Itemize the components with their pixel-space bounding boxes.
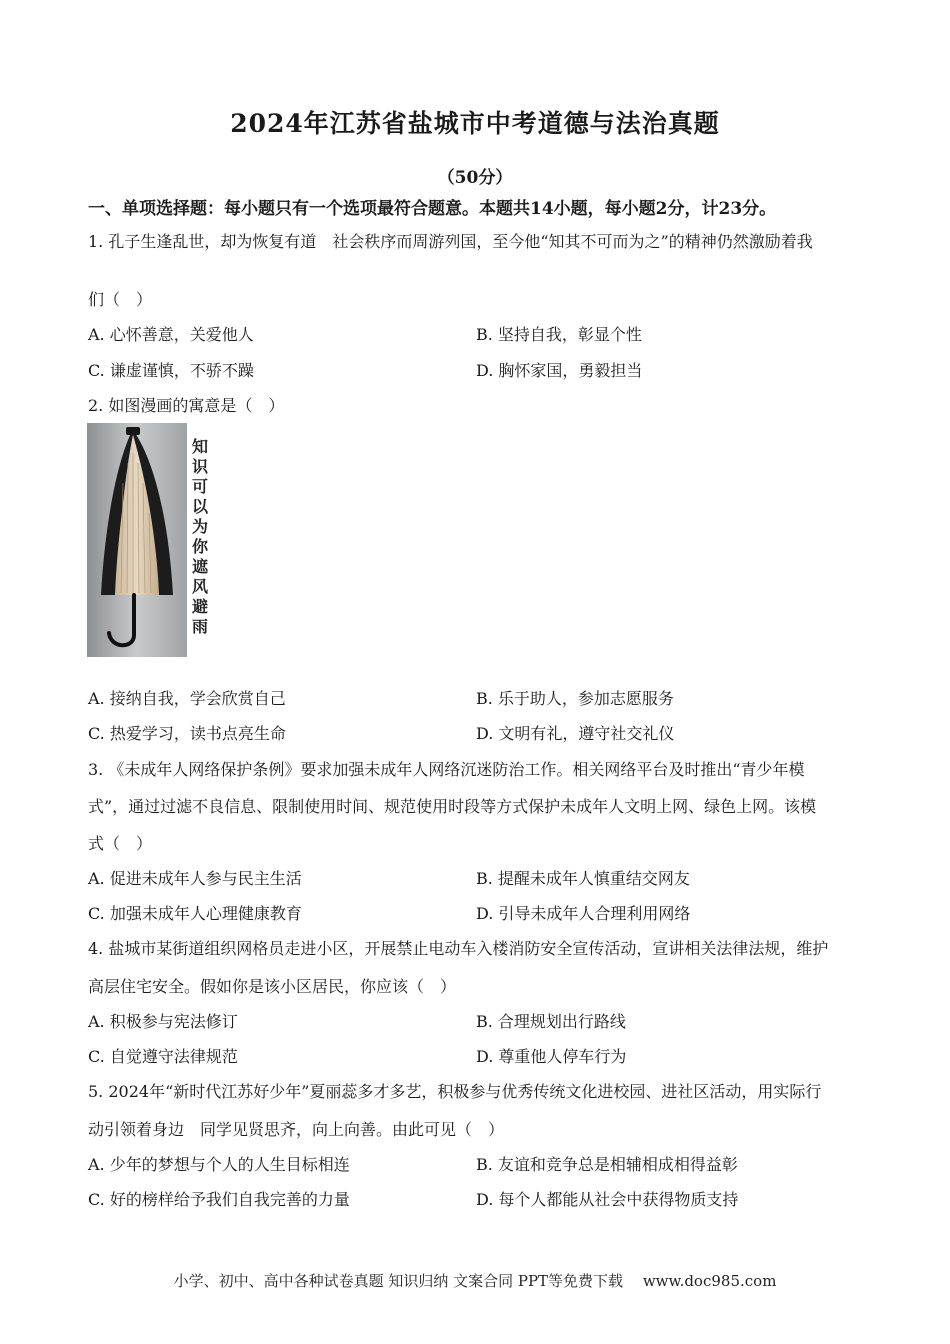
question-2-option-d: D. 文明有礼，遵守社交礼仪 bbox=[476, 724, 675, 743]
question-3-option-c: C. 加强未成年人心理健康教育 bbox=[88, 904, 302, 923]
question-2-option-b: B. 乐于助人，参加志愿服务 bbox=[476, 689, 674, 708]
question-1-option-d: D. 胸怀家国，勇毅担当 bbox=[476, 361, 643, 380]
page-title: 2024年江苏省盐城市中考道德与法治真题 bbox=[230, 109, 720, 138]
question-3-option-b: B. 提醒未成年人慎重结交网友 bbox=[476, 869, 690, 888]
question-1-option-a: A. 心怀善意，关爱他人 bbox=[88, 325, 254, 344]
question-4-option-d: D. 尊重他人停车行为 bbox=[476, 1047, 627, 1066]
section-heading: 一、单项选择题：每小题只有一个选项最符合题意。本题共14小题，每小题2分，计23分。 bbox=[88, 199, 777, 219]
question-1-stem-line-2: 们（ ） bbox=[88, 290, 153, 309]
question-1-stem-line-1: 1. 孔子生逢乱世，却为恢复有道 社会秩序而周游列国，至今他“知其不可而为之”的精神仍然激励着我 bbox=[88, 232, 813, 251]
question-5-option-c: C. 好的榜样给予我们自我完善的力量 bbox=[88, 1190, 350, 1209]
question-5-option-a: A. 少年的梦想与个人的人生目标相连 bbox=[88, 1155, 350, 1174]
question-4-option-a: A. 积极参与宪法修订 bbox=[88, 1012, 238, 1031]
question-3-option-a: A. 促进未成年人参与民主生活 bbox=[88, 869, 302, 888]
question-2-stem-line-1: 2. 如图漫画的寓意是（ ） bbox=[88, 396, 285, 415]
question-5-stem-line-1: 5. 2024年“新时代江苏好少年”夏丽蕊多才多艺，积极参与优秀传统文化进校园、进社区活动，用实际行 bbox=[88, 1082, 822, 1101]
question-4-stem-line-1: 4. 盐城市某街道组织网格员走进小区，开展禁止电动车入楼消防安全宣传活动，宣讲相关法律法规，维护 bbox=[88, 939, 829, 958]
question-4-option-c: C. 自觉遵守法律规范 bbox=[88, 1047, 238, 1066]
cartoon-caption: 知识可以为你遮风避雨 bbox=[191, 437, 208, 636]
question-5-option-b: B. 友谊和竞争总是相辅相成相得益彰 bbox=[476, 1155, 738, 1174]
question-5-option-d: D. 每个人都能从社会中获得物质支持 bbox=[476, 1190, 739, 1209]
question-3-stem-line-3: 式（ ） bbox=[88, 834, 153, 853]
question-4-stem-line-2: 高层住宅安全。假如你是该小区居民，你应该（ ） bbox=[88, 977, 457, 996]
question-3-stem-line-2: 式”，通过过滤不良信息、限制使用时间、规范使用时段等方式保护未成年人文明上网、绿色上网。该模 bbox=[88, 797, 817, 816]
question-2-option-c: C. 热爱学习，读书点亮生命 bbox=[88, 724, 286, 743]
question-5-stem-line-2: 动引领着身边 同学见贤思齐，向上向善。由此可见（ ） bbox=[88, 1120, 505, 1139]
question-3-option-d: D. 引导未成年人合理利用网络 bbox=[476, 904, 691, 923]
question-2-option-a: A. 接纳自我，学会欣赏自己 bbox=[88, 689, 286, 708]
question-3-stem-line-1: 3. 《未成年人网络保护条例》要求加强未成年人网络沉迷防治工作。相关网络平台及时推出“青少年模 bbox=[88, 760, 805, 779]
page-footer: 小学、初中、高中各种试卷真题 知识归纳 文案合同 PPT等免费下载 www.doc985.com bbox=[173, 1272, 777, 1290]
question-1-option-c: C. 谦虚谨慎，不骄不躁 bbox=[88, 361, 254, 380]
total-score: （50分） bbox=[437, 168, 513, 188]
question-1-option-b: B. 坚持自我，彰显个性 bbox=[476, 325, 642, 344]
question-4-option-b: B. 合理规划出行路线 bbox=[476, 1012, 626, 1031]
